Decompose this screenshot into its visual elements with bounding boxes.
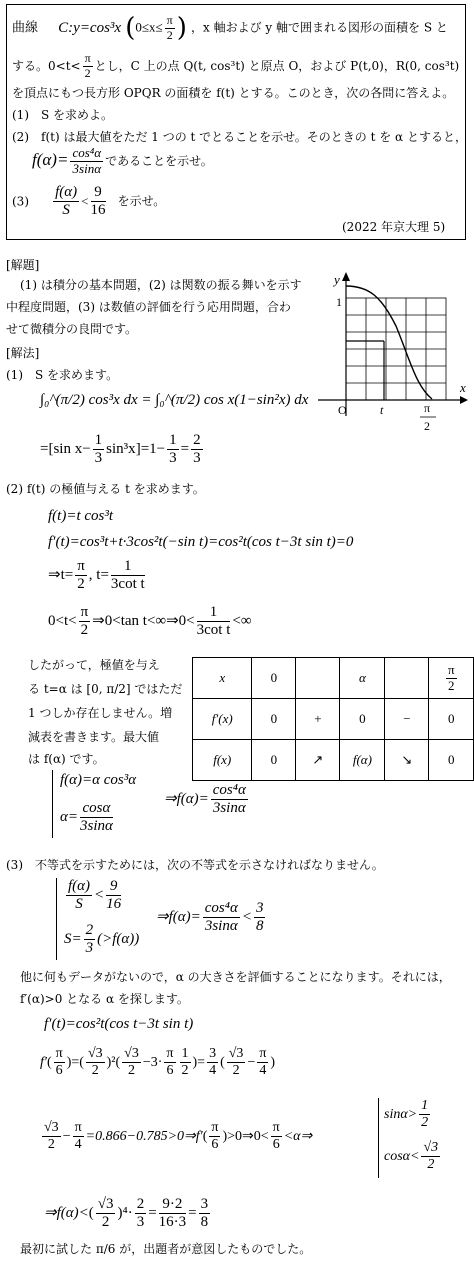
- step-3-eq-2: f′( $\frac{\pi}{6}$ )=( $\frac{√3}{2}$ )²( $\frac{√3}{2}$ −3· $\frac{\pi}{6}$ $\frac{1}{2}$ )= $\frac{3}{4}$ ( $\frac{√3}{2}$ − $\frac{\pi}{4}$ ): [40, 1046, 276, 1079]
- system-2-brace: [56, 878, 57, 960]
- graph-one-label: 1: [336, 295, 342, 309]
- step-1-result: =[sin x− $\frac{1}{3}$ sin³x]=1− $\frac{1}{3}$ = $\frac{2}{3}$: [40, 432, 201, 467]
- question-2: (2) f(t) は最大値をただ 1 つの t でとることを示せ。そのときの t を α とすると，: [12, 130, 467, 144]
- step-2-eq-1: f(t)=t cos³t: [48, 508, 114, 524]
- step-3-eq-3: $\frac{√3}{2}$ − $\frac{\pi}{4}$ =0.866−0.785>0⇒f′( $\frac{\pi}{6}$ )>0⇒0< $\frac{\pi}{6}$ <α⇒: [44, 1120, 313, 1153]
- step-2-eq-3: ⇒t= $\frac{\pi}{2}$ , t= $\frac{1}{\text{3cot t}}$: [48, 558, 145, 593]
- step-1-integral: ∫₀^(π/2) cos³x dx = ∫₀^(π/2) cos x(1−sin²x) dx: [40, 392, 309, 408]
- table-row: f(x) 0 ↗ f(α) ↘ 0: [193, 740, 474, 781]
- graph-pi-label: π: [424, 401, 431, 415]
- cos-cubed-graph: [310, 268, 472, 468]
- step-3-text-2: f′(α)>0 となる α を探します。: [20, 992, 189, 1006]
- graph-x-label: x: [460, 380, 466, 395]
- conclusion: 最初に試した π/6 が，出題者が意図したものでした。: [20, 1242, 312, 1256]
- system-2-line-1: $\frac{f(\alpha)}{S}$ < $\frac{9}{16}$: [68, 878, 122, 913]
- graph-two-label: 2: [424, 419, 430, 433]
- graph-t-label: t: [380, 403, 384, 417]
- system-1-brace: [52, 770, 53, 838]
- kaidai-text-2: 中程度問題，(3) は数値の評価を行う応用問題，合わ: [6, 300, 291, 314]
- problem-line-3: を頂点にもつ長方形 OPQR の面積を f(t) とする。このとき，次の各問に答えよ。: [12, 86, 455, 100]
- step-2-title: (2) f(t) の極値与える t を求めます。: [6, 482, 205, 496]
- step-1-title: (1) S を求めます。: [6, 368, 119, 382]
- step-2-text-5: は f(α) です。: [28, 752, 105, 766]
- step-2-eq-4: 0<t< $\frac{\pi}{2}$ ⇒0<tan t<∞⇒0< $\frac{1}{\text{3cot t}}$ <∞: [48, 604, 252, 639]
- question-1: (1) S を求めよ。: [12, 108, 114, 122]
- problem-source: (2022 年京大理 5): [342, 220, 446, 234]
- kaidai-heading: [解題]: [6, 258, 40, 272]
- step-3-eq-1: f′(t)=cos²t(cos t−3t sin t): [44, 1016, 194, 1032]
- step-2-text-2: る t=α は [0, π/2] ではただ: [28, 682, 183, 696]
- system-1-result: ⇒f(α)= $\frac{\text{cos⁴α}}{3\sin\alpha}$: [164, 782, 246, 817]
- cos-condition: cosα< $\frac{√3}{2}$: [384, 1140, 439, 1173]
- step-2-text-1: したがって，極値を与え: [28, 658, 160, 672]
- step-3-text-1: 他に何もデータがないので，α の大きさを評価することになります。それには，: [20, 970, 451, 984]
- question-3: (3) $\frac{f(\alpha)}{S}$ < $\frac{9}{16}$ を示せ。: [12, 184, 166, 219]
- system-1-line-2: α= $\frac{\cos\alpha}{3\sin\alpha}$: [60, 800, 113, 835]
- table-row: x 0 α $\frac{\pi}{2}$: [193, 658, 474, 699]
- graph-origin-label: O: [338, 403, 347, 417]
- system-2-result: ⇒f(α)= $\frac{\text{cos⁴α}}{3\sin\alpha}$ < $\frac{3}{8}$: [156, 900, 264, 935]
- problem-line-1: 曲線 C:y=cos³x (0≤x≤ $\frac{\pi}{2}$ ) ，x 軸および y 軸で囲まれる図形の面積を S と: [12, 12, 448, 43]
- curve-c: [346, 286, 432, 399]
- system-3-brace: [378, 1098, 379, 1178]
- step-2-text-3: 1 つしか存在しません。増: [28, 706, 173, 720]
- table-row: f′(x) 0 + 0 − 0: [193, 699, 474, 740]
- question-2-formula: f(α)= $\frac{\text{cos⁴α}}{3\sin\alpha}$ であることを示せ。: [32, 145, 213, 176]
- kaidai-text-3: せて微積分の良問です。: [6, 322, 138, 336]
- graph-y-label: y: [334, 272, 340, 287]
- problem-line-2: する。0<t< $\frac{\pi}{2}$ とし，C 上の点 Q(t, cos³t) と原点 O，および P(t,0)，R(0, cos³t): [12, 51, 460, 80]
- sin-condition: sinα> $\frac{1}{2}$: [384, 1098, 429, 1131]
- increase-decrease-table: [192, 657, 474, 781]
- system-1-line-1: f(α)=α cos³α: [60, 772, 137, 788]
- kaiho-heading: [解法]: [6, 346, 40, 360]
- kaidai-text-1: (1) は積分の基本問題，(2) は関数の振る舞いを示す: [20, 278, 302, 292]
- system-2-line-2: S= $\frac{2}{3}$ (>f(α)): [64, 922, 140, 957]
- step-2-text-4: 減表を書きます。最大値: [28, 730, 160, 744]
- step-3-title: (3) 不等式を示すためには，次の不等式を示さなければなりません。: [6, 858, 384, 872]
- step-2-eq-2: f′(t)=cos³t+t·3cos²t(−sin t)=cos²t(cos t−3t sin t)=0: [48, 534, 354, 550]
- step-3-eq-4: ⇒f(α)<( $\frac{√3}{2}$ )⁴· $\frac{2}{3}$ = $\frac{9\cdot 2}{16\cdot 3}$ = $\frac{3}{8}$: [44, 1196, 209, 1231]
